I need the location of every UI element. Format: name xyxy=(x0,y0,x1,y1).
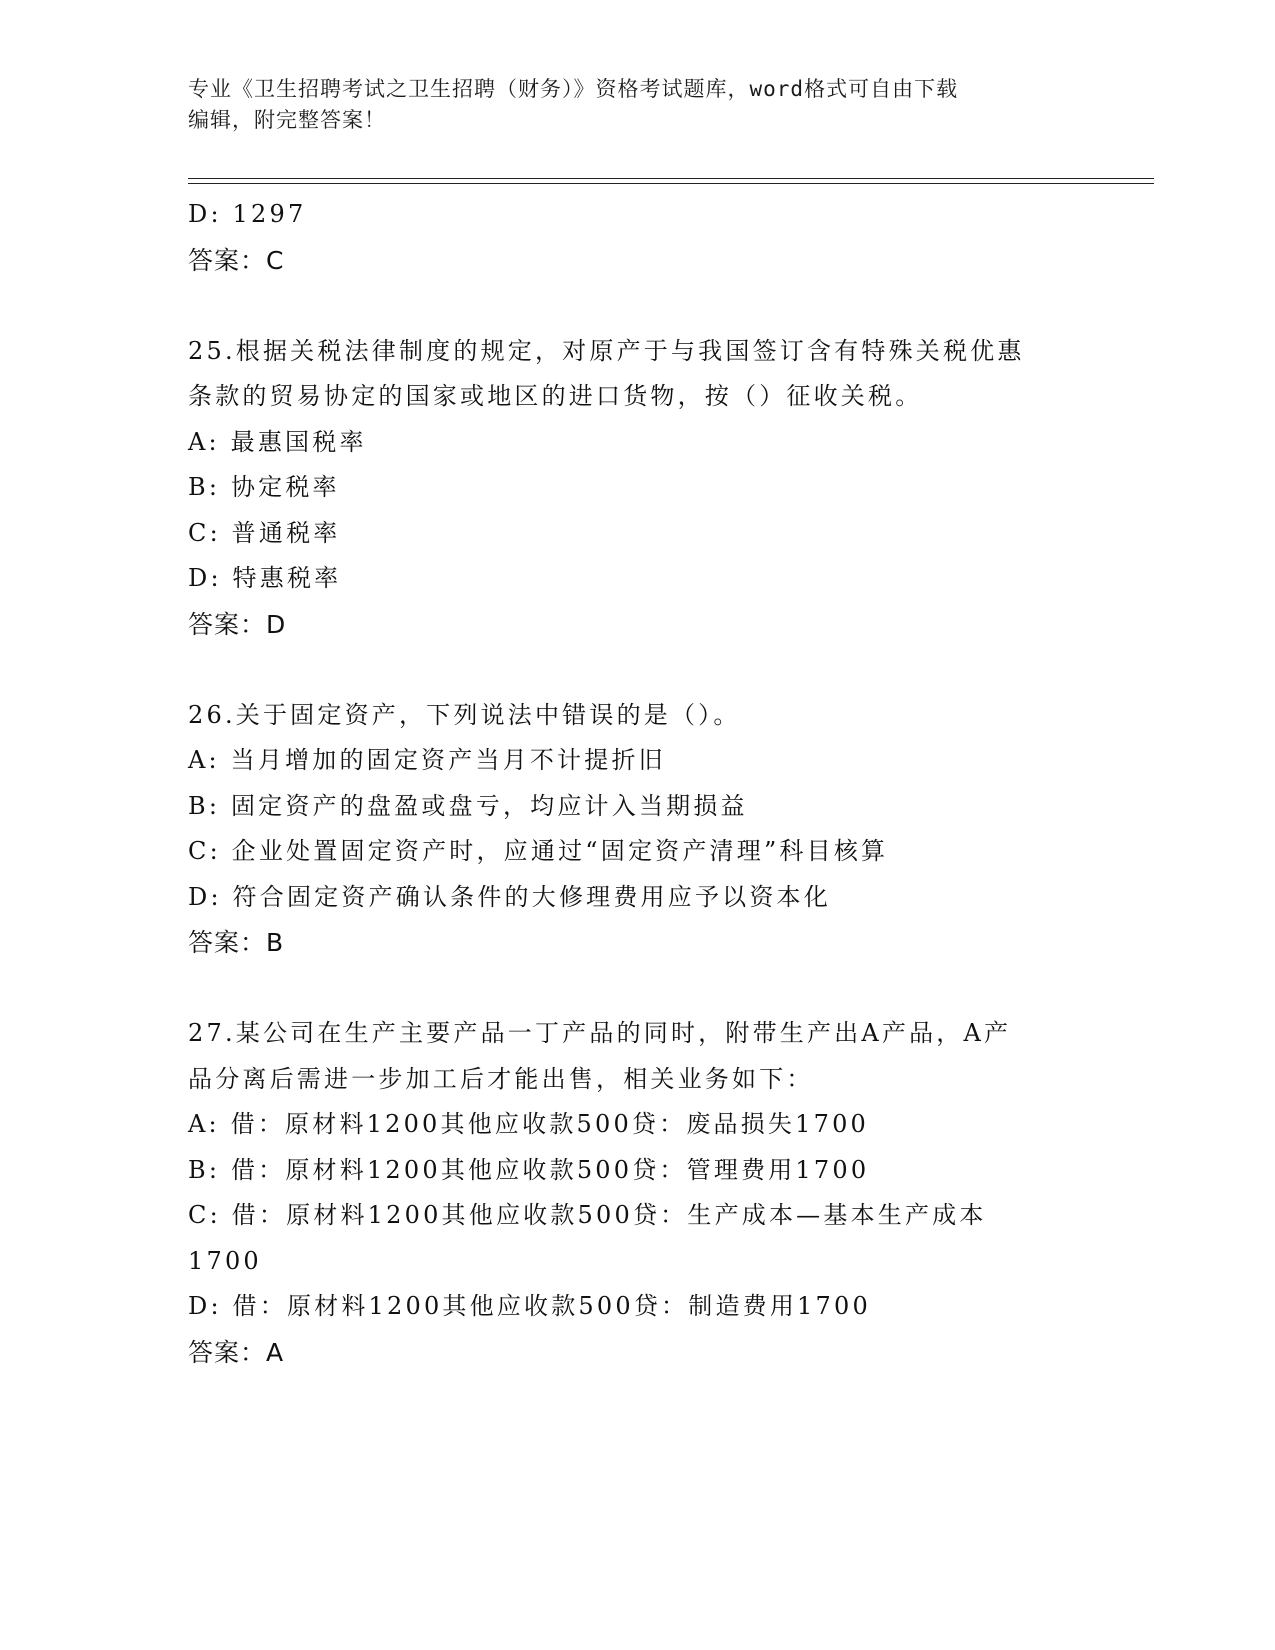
answer-line: 答案：D xyxy=(188,609,287,639)
option-d: D: 符合固定资产确认条件的大修理费用应予以资本化 xyxy=(188,882,831,911)
question-stem: 25.根据关税法律制度的规定，对原产于与我国签订含有特殊关税优惠 xyxy=(188,336,1025,365)
question-stem: 26.关于固定资产，下列说法中错误的是（）。 xyxy=(188,700,741,729)
question-stem: 品分离后需进一步加工后才能出售，相关业务如下： xyxy=(188,1064,814,1093)
option-d: D: 特惠税率 xyxy=(188,564,342,592)
option-c: C: 企业处置固定资产时，应通过“固定资产清理”科目核算 xyxy=(188,837,889,865)
page-header xyxy=(188,74,1088,136)
header-line-1: 专业《卫生招聘考试之卫生招聘（财务）》资格考试题库，word格式可自由下载 xyxy=(188,77,959,101)
option-c: C: 借：原材料1200其他应收款500贷：生产成本—基本生产成本 xyxy=(188,1201,987,1229)
option-c: C: 普通税率 xyxy=(188,518,341,547)
question-26 xyxy=(188,693,1088,966)
answer-line: 答案：C xyxy=(188,245,285,275)
spacer xyxy=(188,647,1088,693)
document-body xyxy=(188,192,1088,1375)
question-stem: 27.某公司在生产主要产品一丁产品的同时，附带生产出A产品，A产 xyxy=(188,1019,1012,1047)
option-d: D: 1297 xyxy=(188,200,307,228)
option-a: A: 当月增加的固定资产当月不计提折旧 xyxy=(188,746,666,774)
answer-line: 答案：B xyxy=(188,928,285,957)
option-a: A: 最惠国税率 xyxy=(188,427,367,456)
header-rule-bottom xyxy=(188,183,1154,184)
previous-question-tail xyxy=(188,192,1088,283)
answer-line: 答案：A xyxy=(188,1337,285,1367)
option-b: B: 借：原材料1200其他应收款500贷：管理费用1700 xyxy=(188,1155,870,1184)
question-25 xyxy=(188,329,1088,648)
question-27 xyxy=(188,1011,1088,1375)
option-d: D: 借：原材料1200其他应收款500贷：制造费用1700 xyxy=(188,1292,871,1320)
question-stem: 条款的贸易协定的国家或地区的进口货物，按（）征收关税。 xyxy=(188,382,923,410)
option-c-continued: 1700 xyxy=(188,1246,262,1275)
spacer xyxy=(188,966,1088,1012)
header-rule-top xyxy=(188,178,1154,179)
header-line-2: 编辑，附完整答案！ xyxy=(188,108,386,132)
option-b: B: 协定税率 xyxy=(188,473,340,501)
option-a: A: 借：原材料1200其他应收款500贷：废品损失1700 xyxy=(188,1110,870,1138)
option-b: B: 固定资产的盘盈或盘亏，均应计入当期损益 xyxy=(188,791,748,820)
spacer xyxy=(188,283,1088,329)
